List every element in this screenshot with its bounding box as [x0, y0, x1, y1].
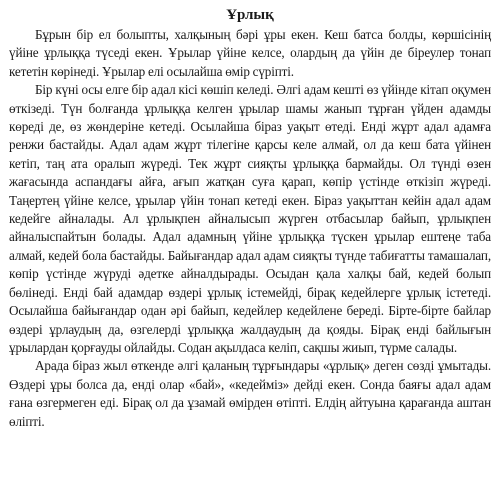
document-title: Ұрлық	[226, 7, 274, 23]
paragraph-3: Арада біраз жыл өткенде әлгі қаланың тұрғындары «ұрлық» деген сөзді ұмытады. Өздері ұры болса да, енді олар «бай», «кедейміз» дейді екен. Сонда баяғы адал адам ғана өзгермеген еді. Бірақ ол да ұзамай өмірден өтіпті. Елдің айтуына қарағанда аштан өліпті.	[9, 358, 491, 429]
paragraph-2: Бір күні осы елге бір адал кісі көшіп келеді. Әлгі адам кешті өз үйінде кітап оқумен өткізеді. Түн болғанда ұрлыққа келген ұрылар шамы жанып тұрған үйден адамды көреді де, өз жөндеріне кетеді. Осылайша біраз уақыт өтеді. Енді жұрт адал адамға ренжи бастайды. Адал адам жұрт тілегіне қарсы келе алмай, ол да кеш бата үйінен кетіп, таң ата оралып жүреді. Тек жұрт сияқты ұрлыққа бармайды. Ол түнді өзен жағасында аспандағы айға, ағып жатқан суға қарап, көпір үстінде өткізіп жүреді. Таңертең үйіне келсе, ұрылар үйін тонап кетеді екен. Біраз уақыттан кейін адал адам кедейге айналады. Ал ұрлықпен айналысып жүрген отбасылар байып, ұрлықпен айналыспайтын болады. Адал адамның үйіне ұрлыққа түскен ұрылар ештеңе таба алмай, кедей бола бастайды. Байығандар адал адам сияқты түнде табиғатты тамашалап, көпір үстінде жүруді әдетке айналдырады. Осыдан қала халқы бай, кедей болып бөлінеді. Енді бай адамдар өздері ұрлық істемейді, бірақ кедейлерге ұрлық істетеді. Осылайша байығандар одан әрі байып, кедейлер кедейлене береді. Бірте-бірте байлар өздері ұрлаудың да, өзгелерді ұрлыққа жалдаудың да қояды. Бірақ енді байлығын ұрылардан қорғауды ойлайды. Содан ақылдаса келіп, сақшы жиып, түрме салады.	[9, 82, 491, 355]
paragraph-1: Бұрын бір ел болыпты, халқының бәрі ұры екен. Кеш батса болды, көршісінің үйіне ұрлыққа түседі екен. Ұрылар үйіне келсе, олардың да үйін де біреулер тонап кететін көрінеді. Ұрылар елі осылайша өмір сүріпті.	[9, 27, 491, 79]
